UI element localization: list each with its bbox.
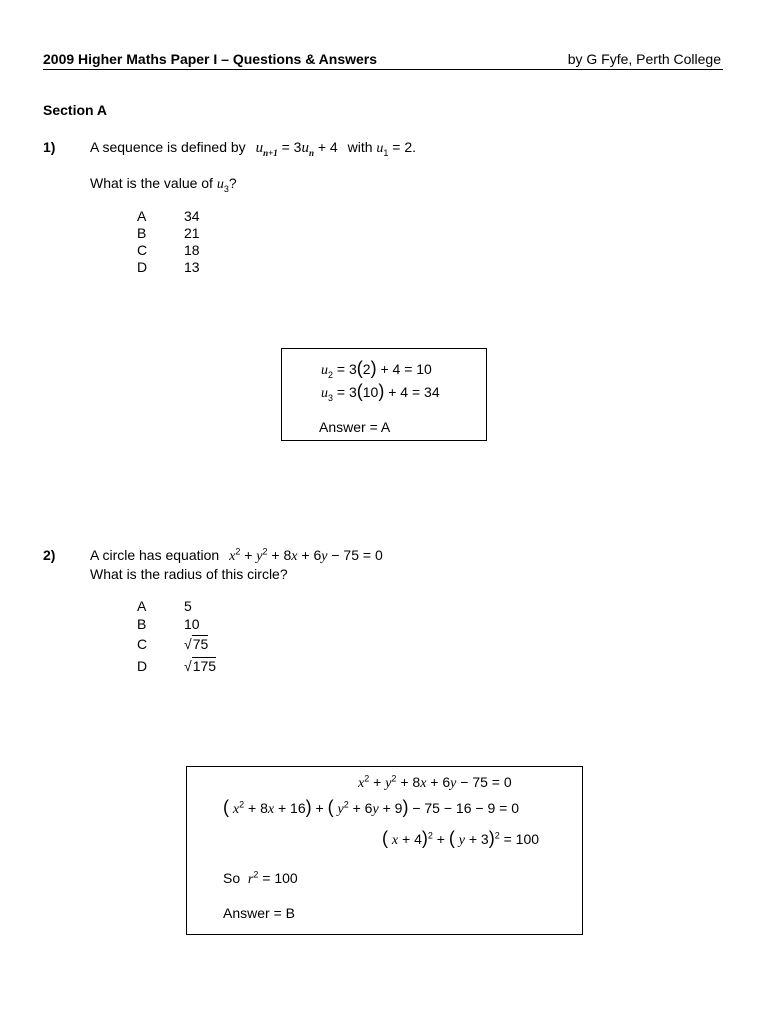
option-letter: D: [137, 658, 148, 674]
option-letter: A: [137, 208, 147, 224]
sqrt-symbol: √: [184, 636, 192, 652]
solution-1-line-2: $u_3 = 3(10) + 4 = 34$: [321, 381, 440, 403]
sqrt-radicand: 175: [192, 658, 217, 674]
document-author: by G Fyfe, Perth College: [567, 51, 721, 67]
option-letter: B: [137, 225, 147, 241]
solution-2-so-line: So $r^2 = 100$: [223, 869, 298, 887]
section-title: Section A: [43, 102, 108, 118]
question-2-stem: [90, 547, 383, 565]
question-1-text: A sequence is defined by: [90, 139, 246, 155]
option-letter: C: [137, 636, 148, 652]
solution-1-answer: Answer = A: [319, 419, 391, 435]
question-1-number: 1): [43, 139, 56, 155]
option-value: 34: [184, 208, 200, 224]
question-2-formula: $x^2 + y^2 + 8x + 6y - 75 = 0$: [229, 546, 383, 564]
option-letter: D: [137, 259, 148, 275]
document-title: 2009 Higher Maths Paper I – Questions & Answers: [43, 51, 378, 67]
option-value: 10: [184, 616, 200, 632]
solution-2-line-2: ( $x^2 + 8x + 16$) + ( $y^2 + 6y + 9) - 75 - 16 - 9 = 0$: [223, 797, 519, 817]
sqrt-radicand: 75: [192, 636, 209, 652]
option-letter: B: [137, 616, 147, 632]
question-1-prompt: What is the value of $u_3$?: [90, 175, 237, 194]
question-1-formula: $u_{n+1} = 3u_n + 4$: [255, 139, 338, 158]
solution-2-line-3: ( x + 4)$^2$ + ( y + 3)$^2$ = 100: [382, 828, 540, 848]
question-2-number: 2): [43, 547, 56, 563]
option-value: 18: [184, 242, 200, 258]
option-value: 13: [184, 259, 200, 275]
question-2-text: A circle has equation: [90, 547, 220, 563]
option-value: [184, 636, 208, 652]
option-value: 21: [184, 225, 200, 241]
question-2-prompt: What is the radius of this circle?: [90, 566, 288, 582]
option-value: 5: [184, 598, 192, 614]
option-letter: A: [137, 598, 147, 614]
question-1-stem: [90, 139, 416, 157]
option-value: [184, 658, 216, 674]
sqrt-symbol: √: [184, 658, 192, 674]
solution-2-line-1: $x^2 + y^2 + 8x + 6y - 75 = 0$: [358, 773, 512, 791]
solution-1-line-1: $u_2 = 3(2) + 4 = 10$: [321, 358, 432, 380]
option-letter: C: [137, 242, 148, 258]
solution-box-2: [186, 766, 583, 935]
solution-box-1: [281, 348, 487, 441]
header-rule: [43, 69, 723, 70]
question-1-initial-condition: with $u_1 = 2$.: [347, 139, 417, 158]
solution-2-answer: Answer = B: [223, 905, 295, 921]
